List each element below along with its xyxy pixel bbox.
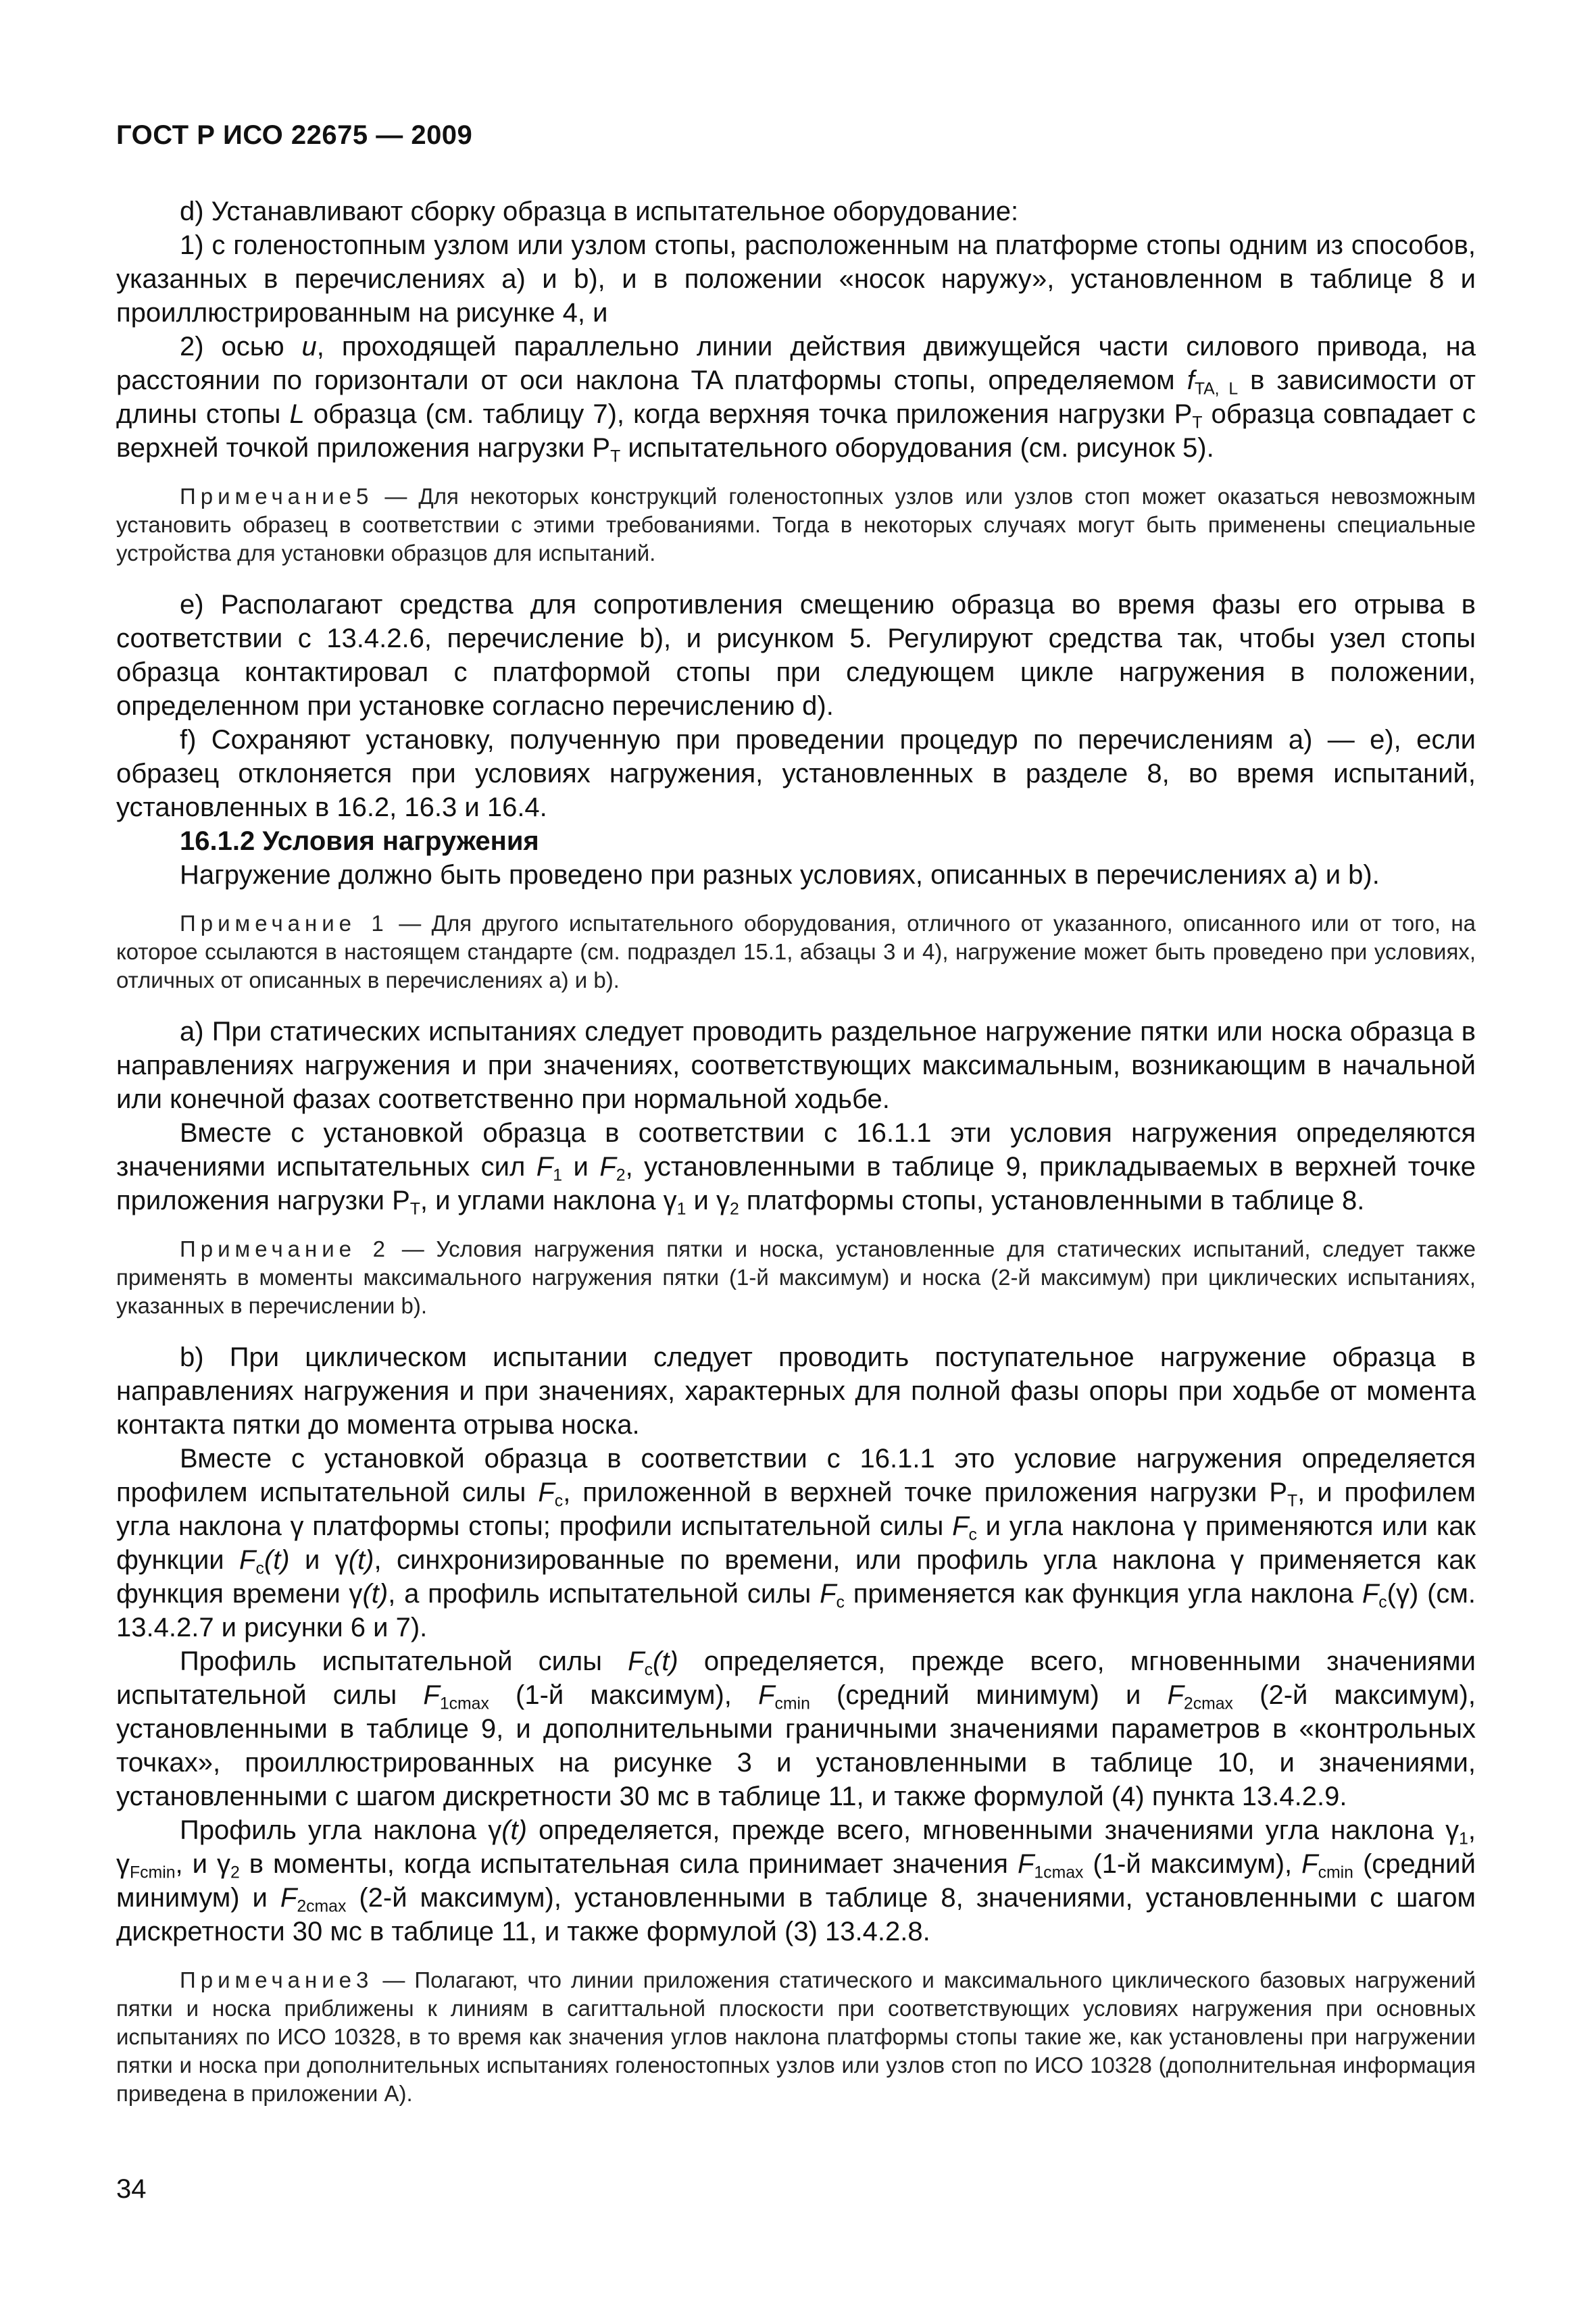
paragraph-d2: 2) осью u, проходящей параллельно линии действия движущейся части силового привода, на расстоянии по горизонтали от оси наклона TA платформы стопы, определяемом $f_{TA, L}$ в зависимости от длины стопы L образца (см. таблицу 7), когда верхняя точка приложения нагрузки $P_T$ образца совпадает с верхней точкой приложения нагрузки $P_T$ испытательного оборудования (см. рисунок 5).: [116, 332, 1476, 466]
note-1: Примечание 1 — Для другого испытательного оборудования, отличного от указанного, описанного или от того, на которое ссылаются в настоящем стандарте (см. подраздел 15.1, абзацы 3 и 4), нагружение может быть проведено при условиях, отличных от описанных в перечислениях a) и b).: [116, 911, 1476, 992]
page-number: 34: [116, 2174, 147, 2204]
paragraph-b: b) При циклическом испытании следует проводить поступательное нагружение образца в направлениях нагружения и при значениях, характерных для полной фазы опоры при ходьбе от момента контакта пятки до момента отрыва носка.: [116, 1342, 1476, 1440]
section-heading: 16.1.2 Условия нагружения: [180, 826, 539, 856]
document-body: [116, 195, 1476, 2128]
note-5: Примечание5 — Для некоторых конструкций голеностопных узлов или узлов стоп может оказаться невозможным установить образец в соответствии с этими требованиями. Тогда в некоторых случаях могут быть применены специальные устройства для установки образцов для испытаний.: [116, 484, 1476, 565]
paragraph-intro: Нагружение должно быть проведено при разных условиях, описанных в перечислениях a) и b).: [180, 860, 1380, 890]
note-3: Примечание3 — Полагают, что линии приложения статического и максимального циклического базовых нагружений пятки и носка приближены к линиям в сагиттальной плоскости при соответствующих условиях нагружения при основных испытаниях по ИСО 10328, в то время как значения углов наклона платформы стопы такие же, как установлены при нагружении пятки и носка при дополнительных испытаниях голеностопных узлов или узлов стоп по ИСО 10328 (дополнительная информация приведена в приложении А).: [116, 1967, 1476, 2106]
paragraph-e: e) Располагают средства для сопротивления смещению образца во время фазы его отрыва в соответствии с 13.4.2.6, перечисление b), и рисунком 5. Регулируют средства так, чтобы узел стопы образца контактировал с платформой стопы при следующем цикле нагружения в положении, определенном при установке согласно перечислению d).: [116, 590, 1476, 721]
paragraph-d1: 1) с голеностопным узлом или узлом стопы, расположенным на платформе стопы одним из способов, указанных в перечислениях a) и b), и в положении «носок наружу», установленном в таблице 8 и проиллюстрированным на рисунке 4, и: [116, 230, 1476, 328]
paragraph-b3: Профиль испытательной силы $F_c(t)$ определяется, прежде всего, мгновенными значениями испытательной силы $F_{1cmax}$ (1-й максимум), $F_{cmin}$ (средний минимум) и $F_{2cmax}$ (2-й максимум), установленными в таблице 9, и дополнительными граничными значениями параметров в «контрольных точках», проиллюстрированных на рисунке 3 и установленными в таблице 10, и значениями, установленными с шагом дискретности 30 мс в таблице 11, и также формулой (4) пункта 13.4.2.9.: [116, 1646, 1476, 1811]
note-2: Примечание 2 — Условия нагружения пятки и носка, установленные для статических испытаний, следует также применять в моменты максимального нагружения пятки (1-й максимум) и носка (2-й максимум) при циклических испытаниях, указанных в перечислении b).: [116, 1236, 1476, 1318]
document-header: ГОСТ Р ИСО 22675 — 2009: [116, 120, 473, 150]
paragraph-f: f) Сохраняют установку, полученную при проведении процедур по перечислениям a) — e), если образец отклоняется при условиях нагружения, установленных в разделе 8, во время испытаний, установленных в 16.2, 16.3 и 16.4.: [116, 725, 1476, 822]
paragraph-d: d) Устанавливают сборку образца в испытательное оборудование:: [180, 197, 1019, 226]
paragraph-b2: Вместе с установкой образца в соответствии с 16.1.1 это условие нагружения определяется профилем испытательной силы $F_c$, приложенной в верхней точке приложения нагрузки $P_T$, и профилем угла наклона γ платформы стопы; профили испытательной силы $F_c$ и угла наклона γ применяются или как функции $F_c(t)$ и γ(t), синхронизированные по времени, или профиль угла наклона γ применяется как функция времени γ(t), а профиль испытательной силы $F_c$ применяется как функция угла наклона $F_c(\gamma)$ (см. 13.4.2.7 и рисунки 6 и 7).: [116, 1444, 1476, 1642]
paragraph-a2: Вместе с установкой образца в соответствии с 16.1.1 эти условия нагружения определяются значениями испытательных сил $F_1$ и $F_2$, установленными в таблице 9, прикладываемых в верхней точке приложения нагрузки $P_T$, и углами наклона $\gamma_1$ и $\gamma_2$ платформы стопы, установленными в таблице 8.: [116, 1118, 1476, 1219]
paragraph-a: a) При статических испытаниях следует проводить раздельное нагружение пятки или носка образца в направлениях нагружения и при значениях, соответствующих максимальным, возникающим в начальной или конечной фазах соответственно при нормальной ходьбе.: [116, 1017, 1476, 1114]
paragraph-b4: Профиль угла наклона γ(t) определяется, прежде всего, мгновенными значениями угла наклона $\gamma_1$, $\gamma_{Fcmin}$, и $\gamma_2$ в моменты, когда испытательная сила принимает значения $F_{1cmax}$ (1-й максимум), $F_{cmin}$ (средний минимум) и $F_{2cmax}$ (2-й максимум), установленными в таблице 8, значениями, установленными с шагом дискретности 30 мс в таблице 11, и также формулой (3) 13.4.2.8.: [116, 1815, 1476, 1946]
